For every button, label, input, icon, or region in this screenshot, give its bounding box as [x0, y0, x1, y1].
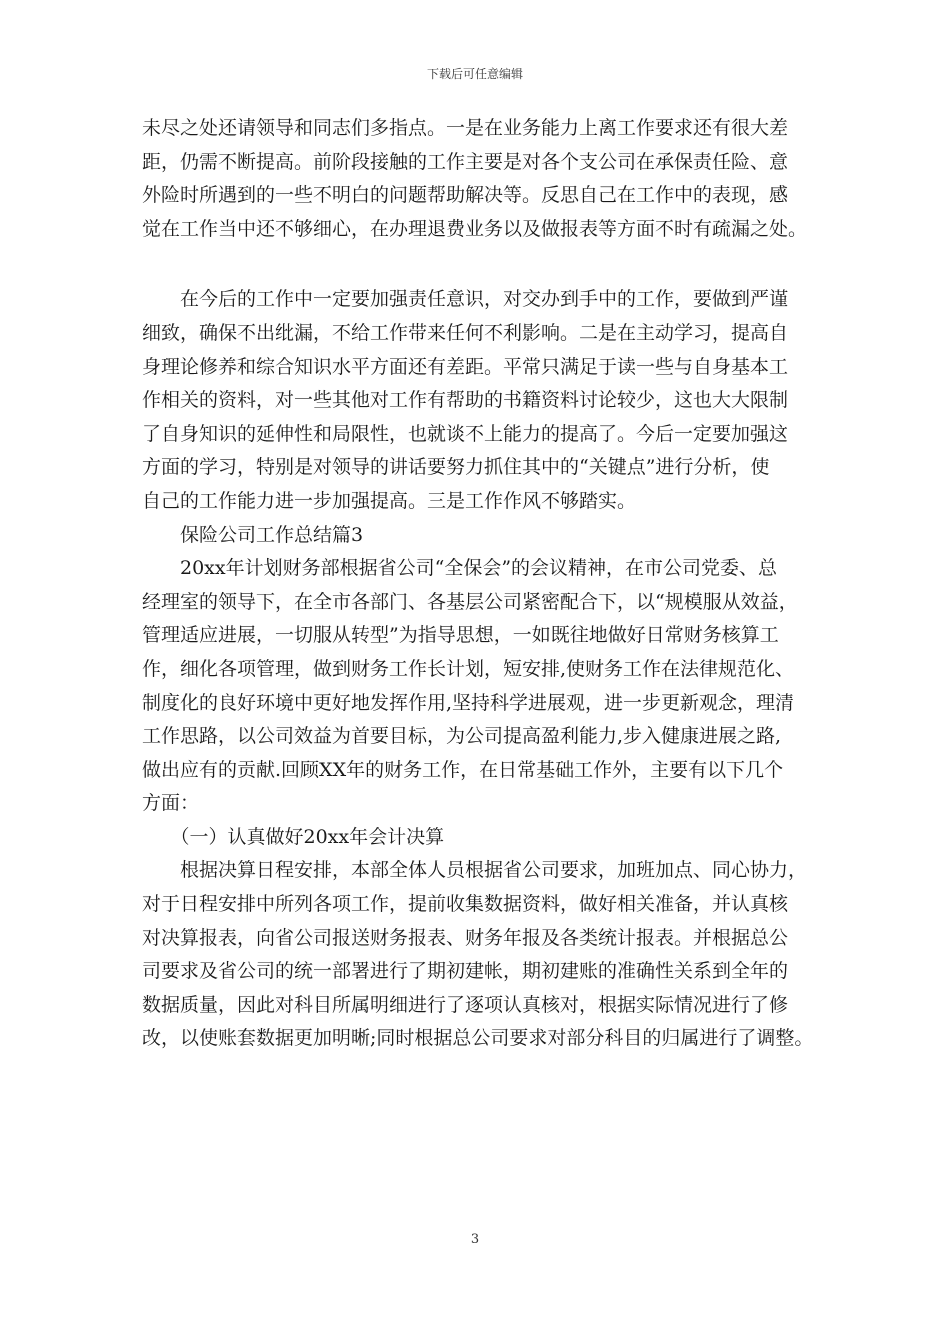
text-line: 对于日程安排中所列各项工作，提前收集数据资料，做好相关准备，并认真核	[142, 893, 789, 916]
paragraph-gap	[142, 246, 832, 283]
text-line: 作，细化各项管理，做到财务工作长计划，短安排,使财务工作在法律规范化、	[142, 657, 795, 680]
paragraph-block-1	[142, 112, 832, 246]
text-line: 经理室的领导下，在全市各部门、各基层公司紧密配合下，以“规模服从效益，	[142, 590, 798, 613]
text-line: 做出应有的贡献.回顾XX年的财务工作，在日常基础工作外，主要有以下几个	[142, 758, 784, 781]
text-line: 觉在工作当中还不够细心，在办理退费业务以及做报表等方面不时有疏漏之处。	[142, 217, 808, 240]
text-line: 在今后的工作中一定要加强责任意识，对交办到手中的工作，要做到严谨	[142, 288, 789, 311]
text-line: 了自身知识的延伸性和局限性，也就谈不上能力的提高了。今后一定要加强这	[142, 422, 789, 445]
text-line: 对决算报表，向省公司报送财务报表、财务年报及各类统计报表。并根据总公	[142, 926, 789, 949]
text-line: 方面：	[142, 792, 200, 815]
text-line: 未尽之处还请领导和同志们多指点。一是在业务能力上离工作要求还有很大差	[142, 117, 789, 139]
document-body	[142, 112, 832, 1056]
text-line: 距，仍需不断提高。前阶段接触的工作主要是对各个支公司在承保责任险、意	[142, 150, 789, 173]
page-header: 下载后可任意编辑	[426, 67, 523, 81]
text-line: 数据质量，因此对科目所属明细进行了逐项认真核对，根据实际情况进行了修	[142, 993, 789, 1016]
text-line: 根据决算日程安排，本部全体人员根据省公司要求，加班加点、同心协力，	[142, 859, 808, 882]
text-line: 自己的工作能力进一步加强提高。三是工作作风不够踏实。	[142, 489, 637, 512]
page-number: 3	[470, 1232, 480, 1247]
text-line: 外险时所遇到的一些不明白的问题帮助解决等。反思自己在工作中的表现，感	[142, 184, 789, 207]
text-line: 管理适应进展，一切服从转型”为指导思想，一如既往地做好日常财务核算工	[142, 624, 779, 647]
text-line: 司要求及省公司的统一部署进行了期初建帐，期初建账的准确性关系到全年的	[142, 960, 789, 983]
subsection-heading: （一）认真做好20xx年会计决算	[142, 825, 445, 848]
text-line: 制度化的良好环境中更好地发挥作用,坚持科学进展观，进一步更新观念，理清	[142, 691, 795, 714]
text-line: 改，以使账套数据更加明晰;同时根据总公司要求对部分科目的归属进行了调整。	[142, 1027, 814, 1050]
text-line: 身理论修养和综合知识水平方面还有差距。平常只满足于读一些与自身基本工	[142, 355, 789, 378]
text-line: 作相关的资料，对一些其他对工作有帮助的书籍资料讨论较少，这也大大限制	[142, 389, 789, 412]
text-line: 方面的学习，特别是对领导的讲话要努力抓住其中的“关键点”进行分析，使	[142, 456, 770, 479]
section-heading: 保险公司工作总结篇3	[142, 523, 364, 546]
paragraph-block-2	[142, 283, 832, 1056]
text-line: 细致，确保不出纰漏，不给工作带来任何不利影响。二是在主动学习，提高自	[142, 321, 789, 344]
text-line: 工作思路，以公司效益为首要目标，为公司提高盈利能力,步入健康进展之路,	[142, 725, 782, 748]
text-line: 20xx年计划财务部根据省公司“全保会”的会议精神，在市公司党委、总	[142, 557, 778, 580]
